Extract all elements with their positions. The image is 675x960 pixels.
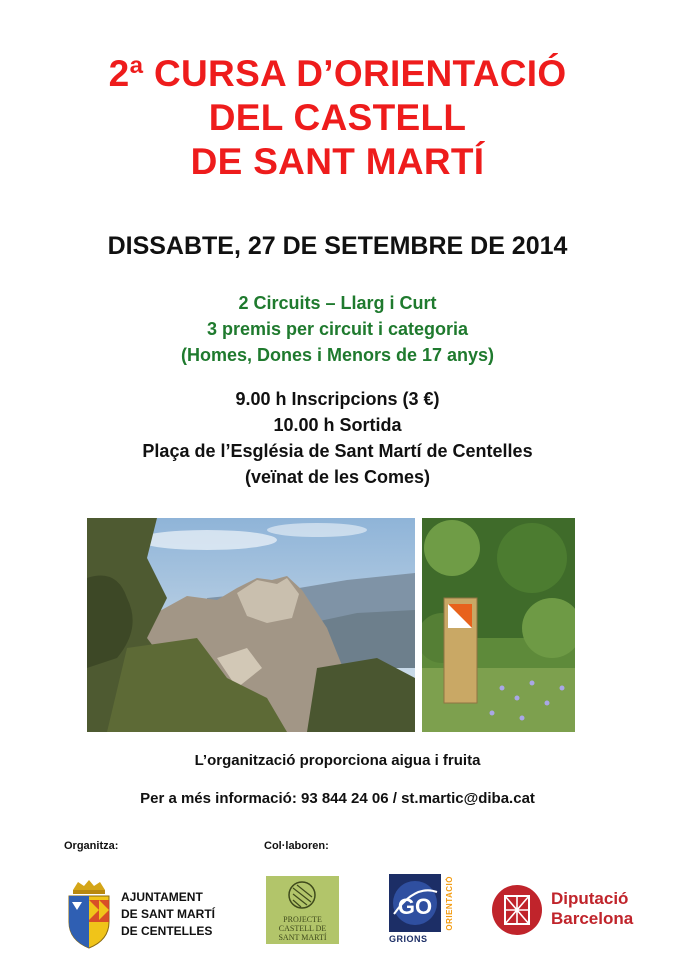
ajuntament-line-1: AJUNTAMENT: [121, 890, 203, 904]
start-time: 10.00 h Sortida: [273, 415, 402, 435]
orientacio-text: ORIENTACIÓ: [445, 876, 454, 931]
venue: Plaça de l’Església de Sant Martí de Centelles: [142, 441, 533, 461]
projecte-line-3: SANT MARTÍ: [278, 933, 327, 942]
diputacio-line-2: Barcelona: [551, 909, 634, 928]
ajuntament-line-3: DE CENTELLES: [121, 924, 213, 938]
grions-emblem-icon: [389, 874, 441, 932]
refreshments-note: L’organització proporciona aigua i fruita: [194, 752, 481, 769]
diputacio-emblem-icon: [491, 884, 543, 936]
neighbourhood: (veïnat de les Comes): [244, 467, 431, 487]
diputacio-name: [551, 889, 633, 929]
title-line-2: DEL CASTELL: [208, 97, 467, 138]
registration-time: 9.00 h Inscripcions (3 €): [235, 389, 440, 409]
diputacio-line-1: Diputació: [551, 889, 629, 908]
schedule-info: [0, 386, 675, 490]
title-line-1: 2ª CURSA D’ORIENTACIÓ: [108, 53, 567, 94]
collaboren-label: Col·laboren:: [264, 840, 329, 852]
organiza-label: Organitza:: [64, 840, 119, 852]
grions-go-text: GO: [397, 894, 433, 919]
event-title: [0, 52, 675, 184]
circuits-line-3: (Homes, Dones i Menors de 17 anys): [180, 345, 495, 365]
circuits-line-1: 2 Circuits – Llarg i Curt: [238, 293, 437, 313]
circuits-line-2: 3 premis per circuit i categoria: [206, 319, 469, 339]
ajuntament-name: [121, 889, 215, 940]
projecte-castell-logo: [266, 876, 339, 944]
projecte-line-1: PROJECTE: [283, 915, 322, 924]
circuits-info: [0, 290, 675, 368]
projecte-line-2: CASTELL DE: [278, 924, 327, 933]
title-line-3: DE SANT MARTÍ: [190, 141, 485, 182]
contact-info: Per a més informació: 93 844 24 06 / st.martic@diba.cat: [140, 790, 535, 807]
projecte-emblem-icon: [266, 876, 339, 916]
castle-landscape-photo: [87, 518, 415, 732]
event-date: DISSABTE, 27 DE SETEMBRE DE 2014: [107, 232, 568, 260]
ajuntament-line-2: DE SANT MARTÍ: [121, 907, 215, 921]
ajuntament-shield-icon: [64, 880, 114, 950]
grions-text: GRIONS: [389, 934, 428, 944]
projecte-text: [266, 915, 339, 942]
grions-logo: [389, 874, 459, 952]
orienteering-marker-photo: [422, 518, 575, 732]
